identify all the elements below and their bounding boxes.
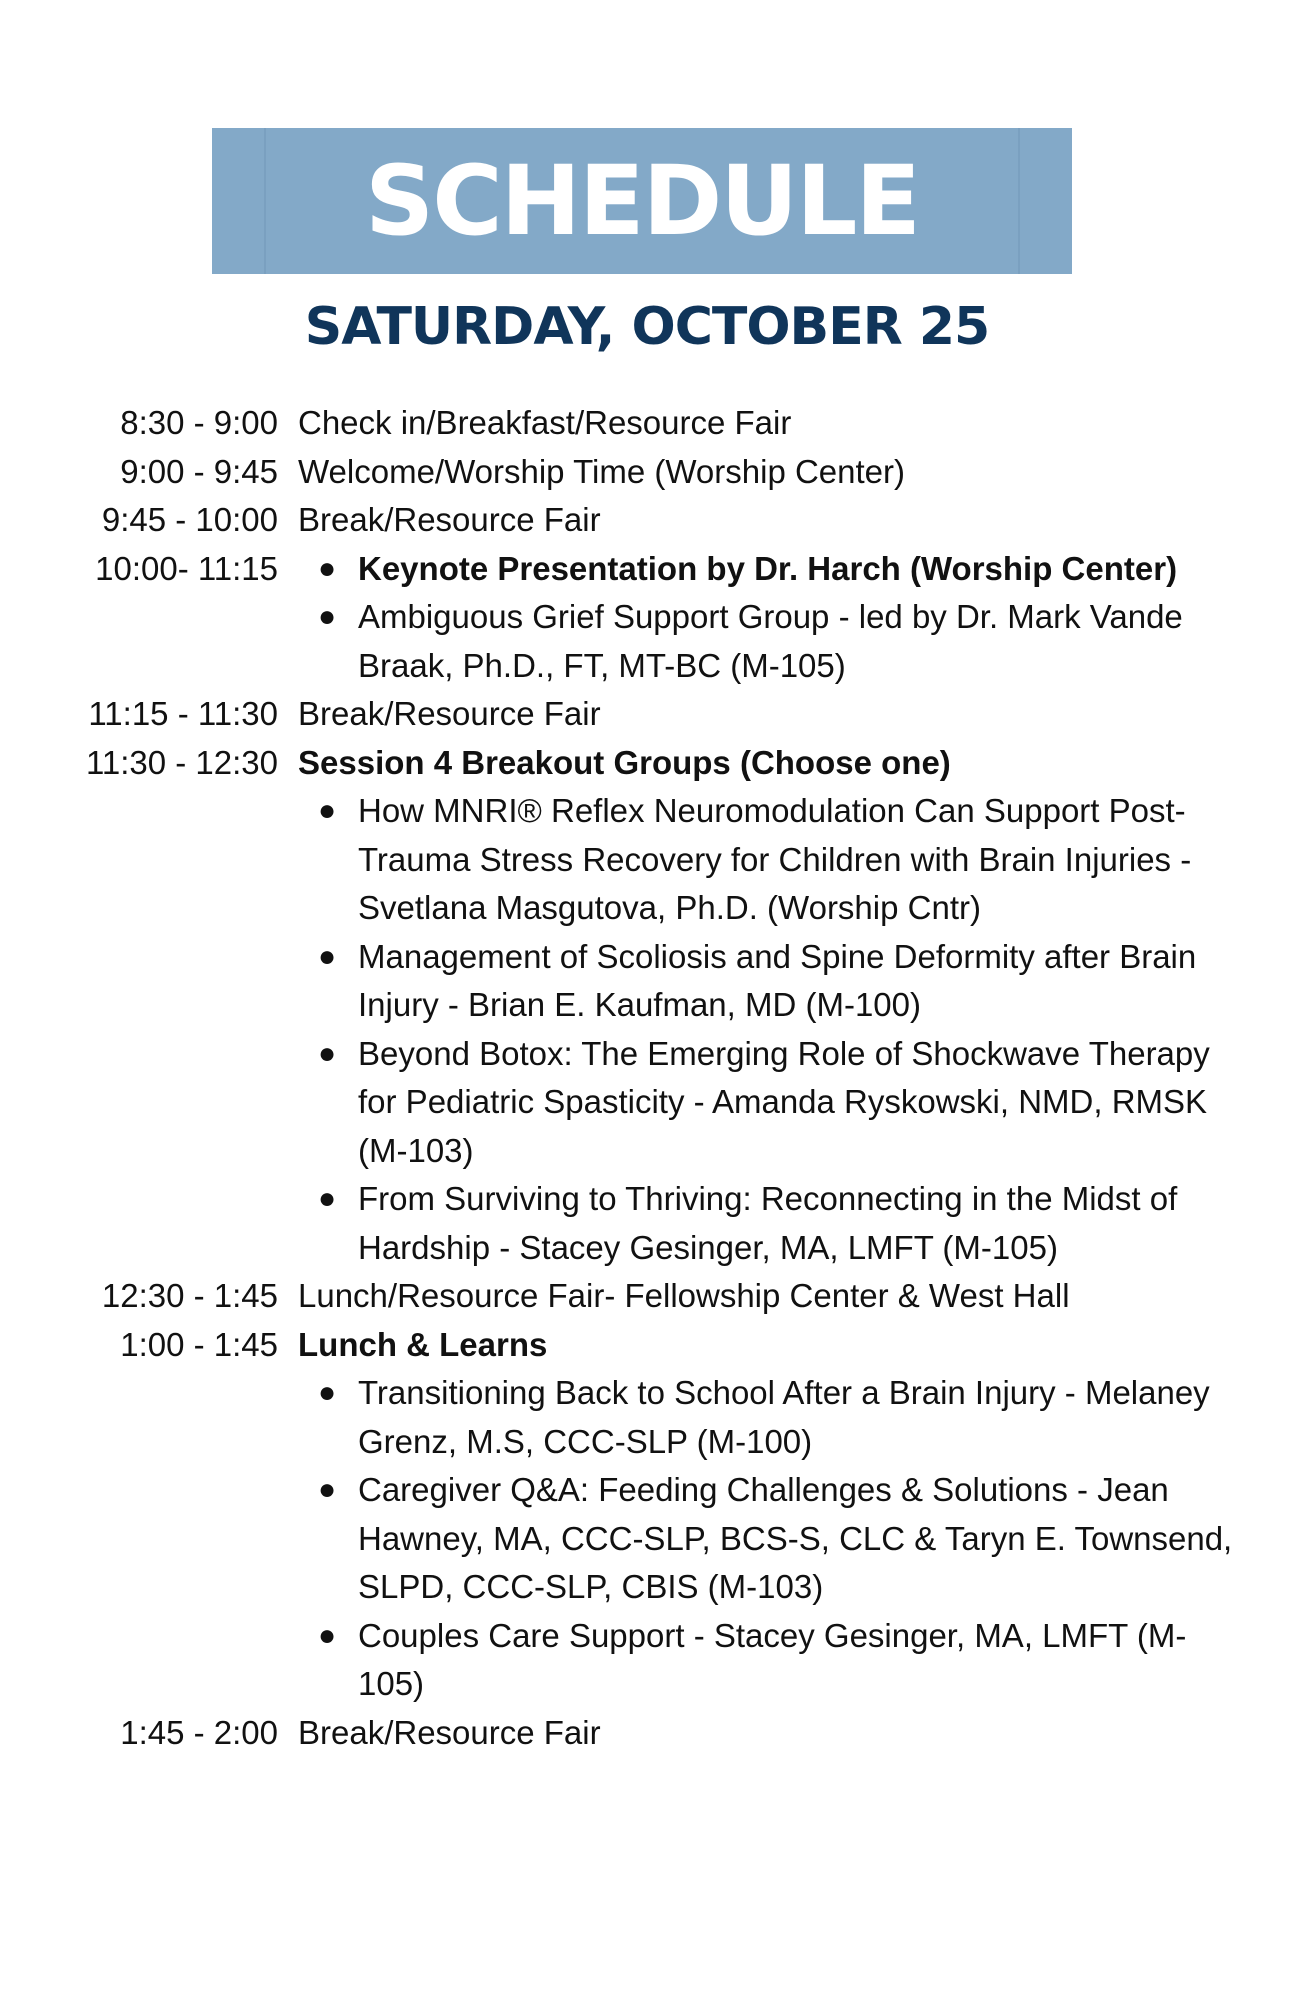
bullet-icon: ● bbox=[318, 1182, 337, 1215]
session-title: Lunch & Learns bbox=[298, 1325, 548, 1363]
schedule-row bbox=[0, 1709, 1294, 1758]
list-item-text: Couples Care Support - Stacey Gesinger, MA, LMFT (M-105) bbox=[358, 1616, 1187, 1702]
session-title: Session 4 Breakout Groups (Choose one) bbox=[298, 743, 951, 781]
time-slot: 11:30 - 12:30 bbox=[85, 743, 278, 781]
time-slot: 9:45 - 10:00 bbox=[101, 501, 278, 538]
session-list bbox=[298, 545, 1243, 691]
time-slot: 11:15 - 11:30 bbox=[88, 695, 278, 732]
schedule-list bbox=[0, 399, 1294, 1757]
bullet-icon: ● bbox=[318, 600, 337, 633]
session-title: Welcome/Worship Time (Worship Center) bbox=[298, 452, 906, 490]
list-item bbox=[298, 1466, 1243, 1612]
schedule-row bbox=[0, 1321, 1294, 1709]
banner-stripe bbox=[264, 128, 266, 274]
list-item-text: Ambiguous Grief Support Group - led by Dr. Mark Vande Braak, Ph.D., FT, MT-BC (M-105) bbox=[358, 598, 1183, 684]
time-slot: 9:00 - 9:45 bbox=[120, 452, 278, 490]
bullet-icon: ● bbox=[318, 1036, 337, 1070]
list-item bbox=[298, 1175, 1243, 1272]
schedule-row bbox=[0, 545, 1294, 691]
schedule-row bbox=[0, 448, 1294, 497]
schedule-row bbox=[0, 1272, 1294, 1321]
list-item bbox=[298, 593, 1243, 690]
session-title: Check in/Breakfast/Resource Fair bbox=[298, 404, 792, 441]
schedule-row bbox=[0, 739, 1294, 1273]
session-title: Break/Resource Fair bbox=[298, 695, 601, 732]
session-title: Break/Resource Fair bbox=[298, 1713, 601, 1751]
list-item-text: Management of Scoliosis and Spine Deformity after Brain Injury - Brian E. Kaufman, MD (M-100) bbox=[358, 937, 1197, 1023]
time-slot: 12:30 - 1:45 bbox=[101, 1277, 278, 1314]
list-item bbox=[298, 1030, 1243, 1176]
list-item bbox=[298, 1369, 1243, 1466]
schedule-row bbox=[0, 496, 1294, 545]
list-item bbox=[298, 1612, 1243, 1709]
bullet-icon: ● bbox=[318, 1473, 337, 1506]
bullet-icon: ● bbox=[318, 939, 337, 973]
bullet-icon: ● bbox=[318, 551, 337, 585]
list-item bbox=[298, 787, 1243, 933]
session-block bbox=[298, 545, 1243, 691]
bullet-icon: ● bbox=[318, 1376, 337, 1409]
page-title: SCHEDULE bbox=[365, 145, 919, 257]
list-item-text: Transitioning Back to School After a Brain Injury - Melaney Grenz, M.S, CCC-SLP (M-100) bbox=[358, 1374, 1210, 1460]
time-slot: 1:00 - 1:45 bbox=[120, 1325, 278, 1363]
schedule-row bbox=[0, 690, 1294, 739]
list-item bbox=[298, 933, 1243, 1030]
list-item-text: Caregiver Q&A: Feeding Challenges & Solutions - Jean Hawney, MA, CCC-SLP, BCS-S, CLC & Taryn E. Townsend, SLPD, CCC-SLP, CBIS (M-103) bbox=[358, 1471, 1233, 1605]
session-block bbox=[298, 1321, 1243, 1709]
list-item-text: Keynote Presentation by Dr. Harch (Worship Center) bbox=[358, 549, 1178, 587]
bullet-icon: ● bbox=[318, 794, 337, 827]
list-item bbox=[298, 545, 1243, 594]
session-list bbox=[298, 1369, 1243, 1709]
session-title: Lunch/Resource Fair- Fellowship Center & West Hall bbox=[298, 1277, 1070, 1314]
time-slot: 8:30 - 9:00 bbox=[120, 404, 278, 441]
session-list bbox=[298, 787, 1243, 1272]
schedule-banner bbox=[212, 128, 1072, 274]
list-item-text: How MNRI® Reflex Neuromodulation Can Support Post-Trauma Stress Recovery for Children with Brain Injuries - Svetlana Masgutova, Ph.D. (Worship Cntr) bbox=[358, 792, 1192, 926]
bullet-icon: ● bbox=[318, 1618, 337, 1652]
banner-stripe bbox=[1018, 128, 1020, 274]
session-title: Break/Resource Fair bbox=[298, 501, 601, 538]
time-slot: 10:00- 11:15 bbox=[95, 549, 278, 587]
session-block bbox=[298, 739, 1243, 1273]
time-slot: 1:45 - 2:00 bbox=[120, 1713, 278, 1751]
schedule-row bbox=[0, 399, 1294, 448]
list-item-text: Beyond Botox: The Emerging Role of Shockwave Therapy for Pediatric Spasticity - Amanda Ryskowski, NMD, RMSK (M-103) bbox=[358, 1034, 1210, 1169]
date-heading: SATURDAY, OCTOBER 25 bbox=[304, 297, 990, 357]
list-item-text: From Surviving to Thriving: Reconnecting in the Midst of Hardship - Stacey Gesinger, MA, LMFT (M-105) bbox=[358, 1180, 1178, 1266]
